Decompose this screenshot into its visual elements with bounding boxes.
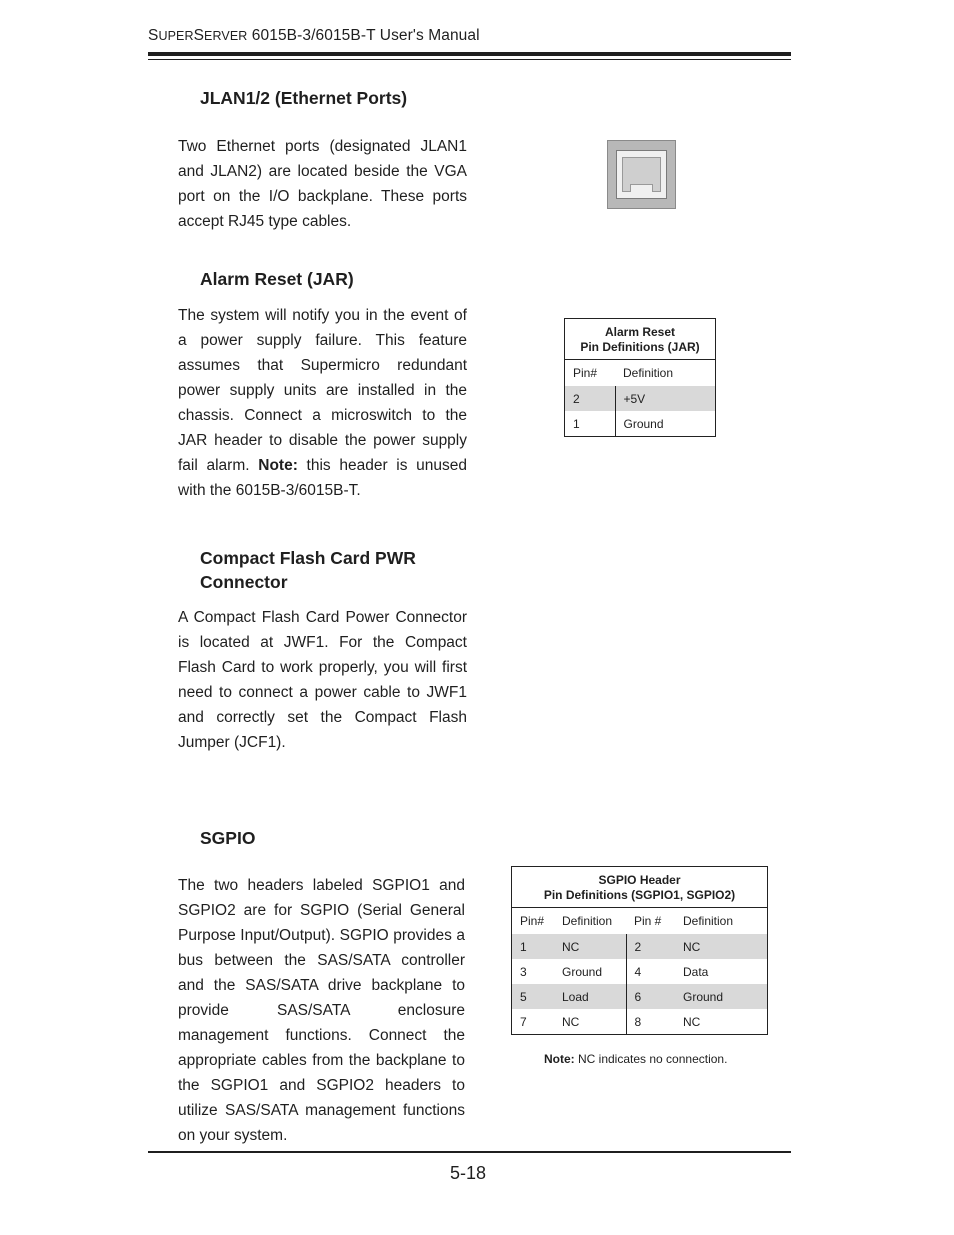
table-row	[512, 934, 768, 959]
header-text: ERVER	[204, 29, 248, 43]
header-text: 6015B-3/6015B-T User's Manual	[247, 27, 480, 44]
table-row	[512, 984, 768, 1009]
table-cell: Ground	[554, 959, 626, 984]
note-label: Note:	[544, 1052, 575, 1066]
table-row	[512, 959, 768, 984]
table-title-line: Pin Definitions (SGPIO1, SGPIO2)	[543, 888, 736, 902]
header-text: S	[148, 27, 159, 44]
table-title	[565, 319, 716, 360]
header-rule	[148, 59, 791, 60]
header-text: S	[193, 27, 205, 44]
port-tab	[630, 184, 653, 192]
table-cell: Data	[683, 964, 709, 979]
column-header: Definition	[683, 914, 734, 928]
header-rule	[148, 52, 791, 56]
note-text: NC indicates no connection.	[574, 1052, 728, 1066]
header-text: UPER	[158, 29, 194, 43]
table-row	[565, 411, 716, 437]
table-cell: 3	[520, 964, 527, 979]
table-cell: 7	[520, 1014, 527, 1029]
table-cell: NC	[683, 1014, 701, 1029]
section-body-jlan: Two Ethernet ports (designated JLAN1 and JLAN2) are located beside the VGA port on the I/O backplane. These ports accept RJ45 type cables.	[178, 138, 467, 230]
column-header: Pin#	[573, 366, 598, 380]
table-cell: 2	[565, 386, 616, 411]
sgpio-note	[544, 1052, 727, 1066]
sgpio-pin-table	[511, 866, 768, 1035]
table-cell: Ground	[623, 416, 664, 431]
title-line: Compact Flash Card PWR	[200, 548, 416, 568]
table-title-line: Alarm Reset	[604, 325, 676, 339]
footer-rule	[148, 1151, 791, 1153]
table-cell: NC	[675, 934, 768, 959]
section-body-jar	[178, 303, 467, 503]
note-label: Note:	[258, 457, 298, 474]
table-cell: 1	[512, 934, 555, 959]
column-header: Pin#	[520, 914, 545, 928]
table-title-line: Pin Definitions (JAR)	[580, 340, 700, 354]
table-cell: NC	[554, 934, 626, 959]
body-text: this header is unused with the 6015B-3/6015B-T.	[178, 457, 468, 499]
ethernet-port-icon	[607, 140, 676, 209]
table-cell: Ground	[675, 984, 768, 1009]
body-text: The system will notify you in the event of a power supply failure. This feature assumes that Supermicro redundant power supply units are installed in the chassis. Connect a microswitch to the JAR header to disable the power supply fail alarm.	[178, 307, 467, 474]
section-title-sgpio: SGPIO	[200, 828, 256, 848]
title-line: Connector	[200, 572, 288, 592]
section-body-sgpio: The two headers labeled SGPIO1 and SGPIO2 are for SGPIO (Serial General Purpose Input/Output). SGPIO provides a bus between the SAS/SATA controller and the SAS/SATA drive backplane to provide SAS/SATA enclosure management functions. Connect the appropriate cables from the backplane to the SGPIO1 and SGPIO2 headers to utilize SAS/SATA management functions on your system.	[178, 877, 465, 1144]
table-cell: 8	[634, 1014, 642, 1029]
table-cell: 4	[634, 964, 642, 979]
column-header: Definition	[623, 366, 674, 380]
table-cell: 2	[626, 934, 675, 959]
table-cell: 5	[512, 984, 555, 1009]
section-title-compact-flash	[200, 546, 416, 594]
table-row	[565, 386, 716, 411]
column-header: Definition	[562, 914, 613, 928]
section-title-jlan: JLAN1/2 (Ethernet Ports)	[200, 88, 408, 108]
table-cell: +5V	[615, 386, 716, 411]
column-header: Pin #	[634, 914, 662, 928]
section-title-jar: Alarm Reset (JAR)	[200, 269, 354, 289]
table-cell: Load	[554, 984, 626, 1009]
table-cell: NC	[554, 1009, 626, 1035]
table-cell: 1	[565, 411, 616, 437]
table-title	[512, 867, 768, 908]
section-body-compact-flash: A Compact Flash Card Power Connector is located at JWF1. For the Compact Flash Card to work properly, you will first need to connect a power cable to JWF1 and correctly set the Compact Flash Jumper (JCF1).	[178, 609, 467, 751]
jar-pin-table	[564, 318, 716, 437]
running-header	[148, 27, 480, 45]
table-cell: 6	[626, 984, 675, 1009]
table-title-line: SGPIO Header	[598, 873, 681, 887]
page-number: 5-18	[450, 1163, 487, 1183]
table-row	[512, 1009, 768, 1035]
